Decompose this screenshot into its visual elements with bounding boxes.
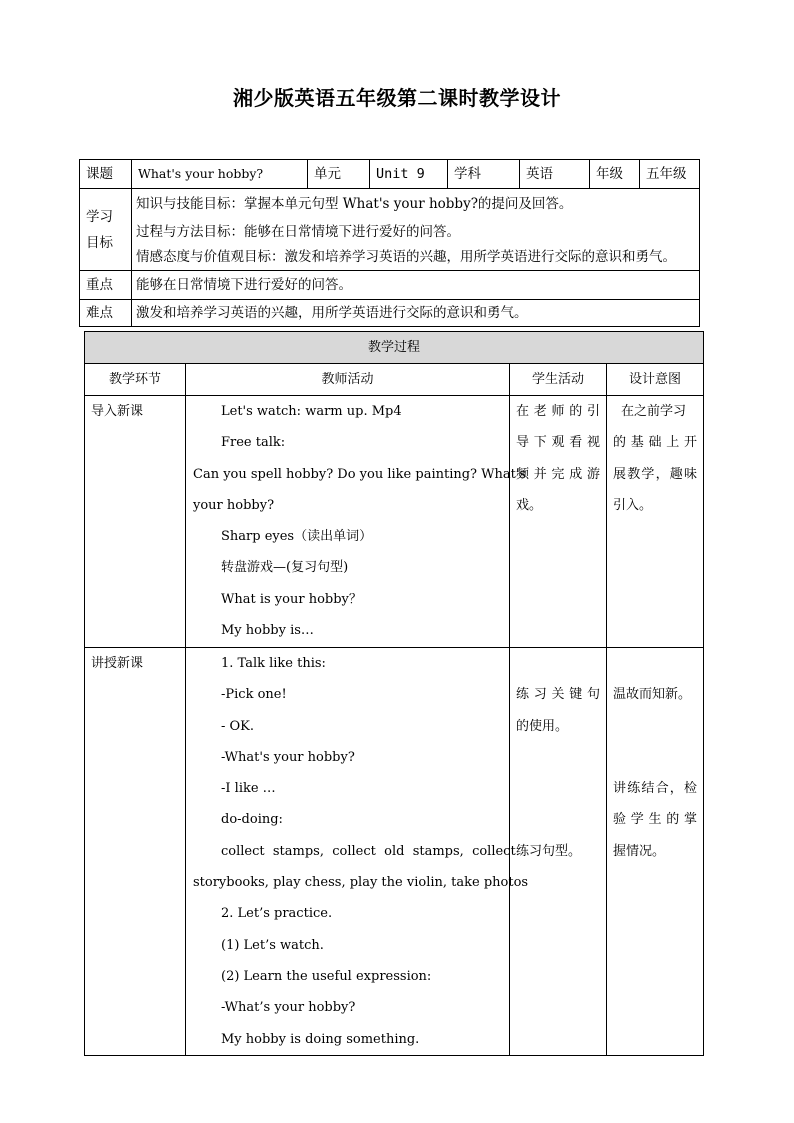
key-label: 重点 <box>80 271 132 300</box>
subject-value: 英语 <box>520 160 590 189</box>
teacher-activity-line: My hobby is doing something. <box>221 1031 420 1047</box>
info-row-goals <box>80 189 700 271</box>
teacher-activity-line: My hobby is… <box>221 623 314 639</box>
teacher-activity-line: your hobby? <box>193 497 275 513</box>
student-activity-line: 戏。 <box>516 497 543 513</box>
info-table <box>79 159 700 327</box>
teacher-activity-line: Let's watch: warm up. Mp4 <box>221 404 402 419</box>
topic-label: 课题 <box>80 160 132 189</box>
goals-label <box>80 189 132 271</box>
spacer <box>516 773 600 804</box>
design-intent-line: 讲练结合，检 <box>613 781 698 797</box>
stage-cell <box>85 396 186 648</box>
column-header-stage: 教学环节 <box>85 364 186 396</box>
process-header-row <box>85 332 704 364</box>
teacher-activity-line: storybooks, play chess, play the violin, take photos <box>193 875 529 891</box>
student-activity-line: 在老师的引 <box>516 404 600 419</box>
teacher-activity-line: do-doing: <box>221 812 283 828</box>
teacher-activity-line: - OK. <box>221 718 255 734</box>
student-activity-line: 练习关键句 <box>516 687 600 703</box>
goals-value <box>132 189 700 271</box>
teacher-activity-line: 1. Talk like this: <box>221 656 326 671</box>
difficulty-value: 激发和培养学习英语的兴趣，用所学英语进行交际的意识和勇气。 <box>132 300 700 327</box>
teacher-activity-line: (2) Learn the useful expression: <box>221 968 432 984</box>
subject-label: 学科 <box>448 160 520 189</box>
unit-label: 单元 <box>308 160 370 189</box>
info-row-topic <box>80 160 700 189</box>
stage-label: 讲授新课 <box>91 656 144 671</box>
teacher-activity-line: Free talk: <box>221 435 286 451</box>
goal-line: 知识与技能目标：掌握本单元句型 What's your hobby?的提问及回答。 <box>136 195 573 212</box>
grade-value: 五年级 <box>640 160 700 189</box>
goals-label-line: 目标 <box>86 234 113 251</box>
teacher-activity-line: Can you spell hobby? Do you like painting? What's <box>193 466 527 482</box>
spacer <box>613 742 697 773</box>
spacer <box>613 711 697 742</box>
teacher-activity-line: -What’s your hobby? <box>221 1000 356 1016</box>
student-activity-line: 频并完成游 <box>516 466 600 482</box>
info-row-difficulty <box>80 300 700 327</box>
unit-value: Unit 9 <box>370 160 448 189</box>
design-intent-line: 引入。 <box>613 497 653 513</box>
design-intent-line: 在之前学习 <box>621 404 687 419</box>
process-table <box>84 331 704 1056</box>
spacer <box>613 648 697 679</box>
teacher-activity-line: What is your hobby？ <box>221 591 362 607</box>
student-activity-cell <box>510 648 607 1056</box>
process-row-intro <box>85 396 704 648</box>
difficulty-label: 难点 <box>80 300 132 327</box>
teacher-activity-line: (1) Let’s watch. <box>221 937 324 953</box>
info-row-key <box>80 271 700 300</box>
goal-line: 情感态度与价值观目标：激发和培养学习英语的兴趣，用所学英语进行交际的意识和勇气。 <box>136 248 676 265</box>
process-column-header-row <box>85 364 704 396</box>
design-intent-line: 握情况。 <box>613 843 666 859</box>
column-header-intent: 设计意图 <box>607 364 704 396</box>
design-intent-line: 温故而知新。 <box>613 687 692 703</box>
column-header-teacher: 教师活动 <box>186 364 510 396</box>
teacher-activity-cell <box>186 648 529 1056</box>
stage-label: 导入新课 <box>91 404 144 419</box>
grade-label: 年级 <box>590 160 640 189</box>
column-header-student: 学生活动 <box>510 364 607 396</box>
student-activity-line: 的使用。 <box>516 718 569 734</box>
teacher-activity-line: -What's your hobby? <box>221 749 355 765</box>
spacer <box>516 804 600 835</box>
student-activity-cell <box>510 396 607 648</box>
design-intent-cell <box>607 396 704 648</box>
teacher-activity-line: -I like … <box>221 781 276 797</box>
spacer <box>516 648 600 679</box>
design-intent-cell <box>607 648 704 1056</box>
student-activity-line: 导下观看视 <box>516 435 600 451</box>
goals-label-line: 学习 <box>86 208 113 225</box>
topic-value: What's your hobby? <box>132 160 308 189</box>
teacher-activity-line: 2. Let’s practice. <box>221 906 333 922</box>
teacher-activity-cell <box>186 396 527 648</box>
teacher-activity-line: 转盘游戏—(复习句型) <box>221 560 349 576</box>
design-intent-line: 验学生的掌 <box>613 812 698 828</box>
spacer <box>516 742 600 773</box>
page-title: 湘少版英语五年级第二课时教学设计 <box>233 86 561 110</box>
teacher-activity-line: collect stamps, collect old stamps, collect <box>221 843 516 859</box>
student-activity-line: 练习句型。 <box>516 843 582 859</box>
process-header: 教学过程 <box>85 332 704 364</box>
goal-line: 过程与方法目标：能够在日常情境下进行爱好的问答。 <box>136 223 460 240</box>
design-intent-line: 展教学，趣味 <box>613 466 698 482</box>
teacher-activity-line: Sharp eyes（读出单词） <box>221 529 373 545</box>
design-intent-line: 的基础上开 <box>613 435 698 451</box>
stage-cell <box>85 648 186 1056</box>
process-row-new <box>85 648 704 1056</box>
teacher-activity-line: -Pick one! <box>221 687 287 703</box>
key-value: 能够在日常情境下进行爱好的问答。 <box>132 271 700 300</box>
